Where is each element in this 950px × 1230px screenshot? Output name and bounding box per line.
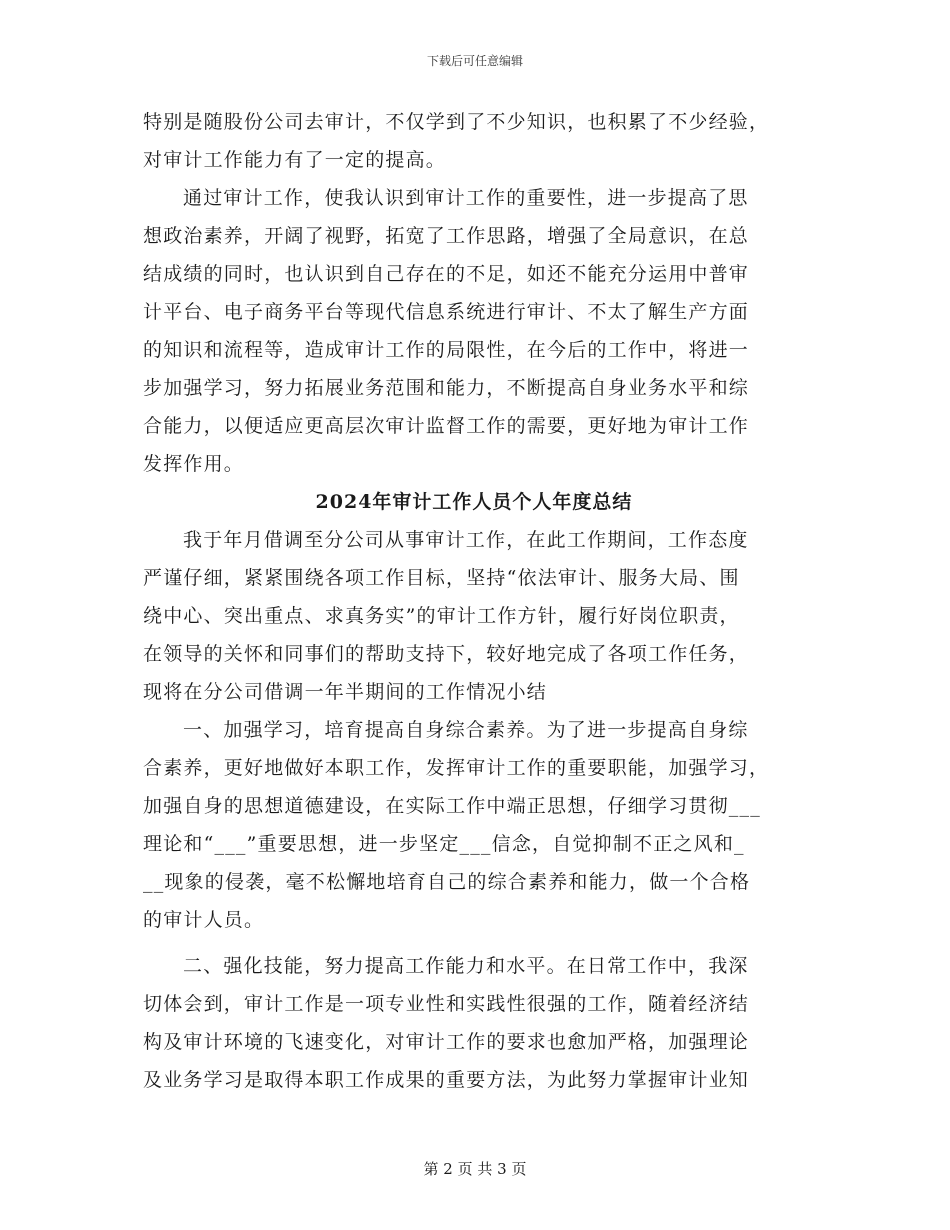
text-line: 及业务学习是取得本职工作成果的重要方法，为此努力掌握审计业知 (143, 1069, 750, 1091)
text-line: 的知识和流程等，造成审计工作的局限性，在今后的工作中，将进一 (143, 339, 750, 361)
text-line: 构及审计环境的飞速变化，对审计工作的要求也愈加严格，加强理论 (143, 1031, 750, 1053)
text-line: 特别是随股份公司去审计，不仅学到了不少知识，也积累了不少经验， (143, 111, 770, 133)
paragraph-section-two (143, 947, 805, 1099)
text-line: 合素养，更好地做好本职工作，发挥审计工作的重要职能，加强学习， (143, 757, 770, 779)
text-line: 切体会到，审计工作是一项专业性和实践性很强的工作，随着经济结 (143, 993, 750, 1015)
text-line: 绕中心、突出重点、求真务实”的审计工作方针，履行好岗位职责， (143, 605, 740, 627)
paragraph-audit-reflection (143, 179, 805, 483)
text-line: 在领导的关怀和同事们的帮助支持下，较好地完成了各项工作任务， (143, 643, 750, 665)
text-line: 发挥作用。 (143, 453, 245, 475)
text-line: 想政治素养，开阔了视野，拓宽了工作思路，增强了全局意识，在总 (143, 225, 750, 247)
text-line: 合能力，以便适应更高层次审计监督工作的需要，更好地为审计工作 (143, 415, 750, 437)
text-line: 计平台、电子商务平台等现代信息系统进行审计、不太了解生产方面 (143, 301, 750, 323)
section-title: 2024年审计工作人员个人年度总结 (315, 491, 633, 513)
text-line: 二、强化技能，努力提高工作能力和水平。在日常工作中，我深 (183, 955, 749, 977)
text-line: 加强自身的思想道德建设，在实际工作中端正思想，仔细学习贯彻___ (143, 795, 761, 817)
paragraph-continuation (143, 103, 805, 179)
text-line: 的审计人员。 (143, 909, 265, 931)
page-header: 下载后可任意编辑 (426, 54, 523, 68)
paragraph-gap (143, 939, 805, 947)
text-line: __现象的侵袭，毫不松懈地培育自己的综合素养和能力，做一个合格 (143, 871, 751, 893)
text-line: 我于年月借调至分公司从事审计工作，在此工作期间，工作态度 (183, 529, 749, 551)
text-line: 结成绩的同时，也认识到自己存在的不足，如还不能充分运用中普审 (143, 263, 750, 285)
text-line: 对审计工作能力有了一定的提高。 (143, 149, 447, 171)
paragraph-intro (143, 521, 805, 711)
text-line: 严谨仔细，紧紧围绕各项工作目标，坚持“依法审计、服务大局、围 (143, 567, 740, 589)
paragraph-section-one (143, 711, 805, 939)
text-line: 理论和“___”重要思想，进一步坚定___信念，自觉抑制不正之风和_ (143, 833, 745, 855)
page-footer: 第 2 页 共 3 页 (423, 1160, 527, 1178)
document-body (143, 103, 805, 1099)
text-line: 步加强学习，努力拓展业务范围和能力，不断提高自身业务水平和综 (143, 377, 750, 399)
text-line: 通过审计工作，使我认识到审计工作的重要性，进一步提高了思 (183, 187, 749, 209)
text-line: 一、加强学习，培育提高自身综合素养。为了进一步提高自身综 (183, 719, 749, 741)
text-line: 现将在分公司借调一年半期间的工作情况小结 (143, 681, 548, 703)
